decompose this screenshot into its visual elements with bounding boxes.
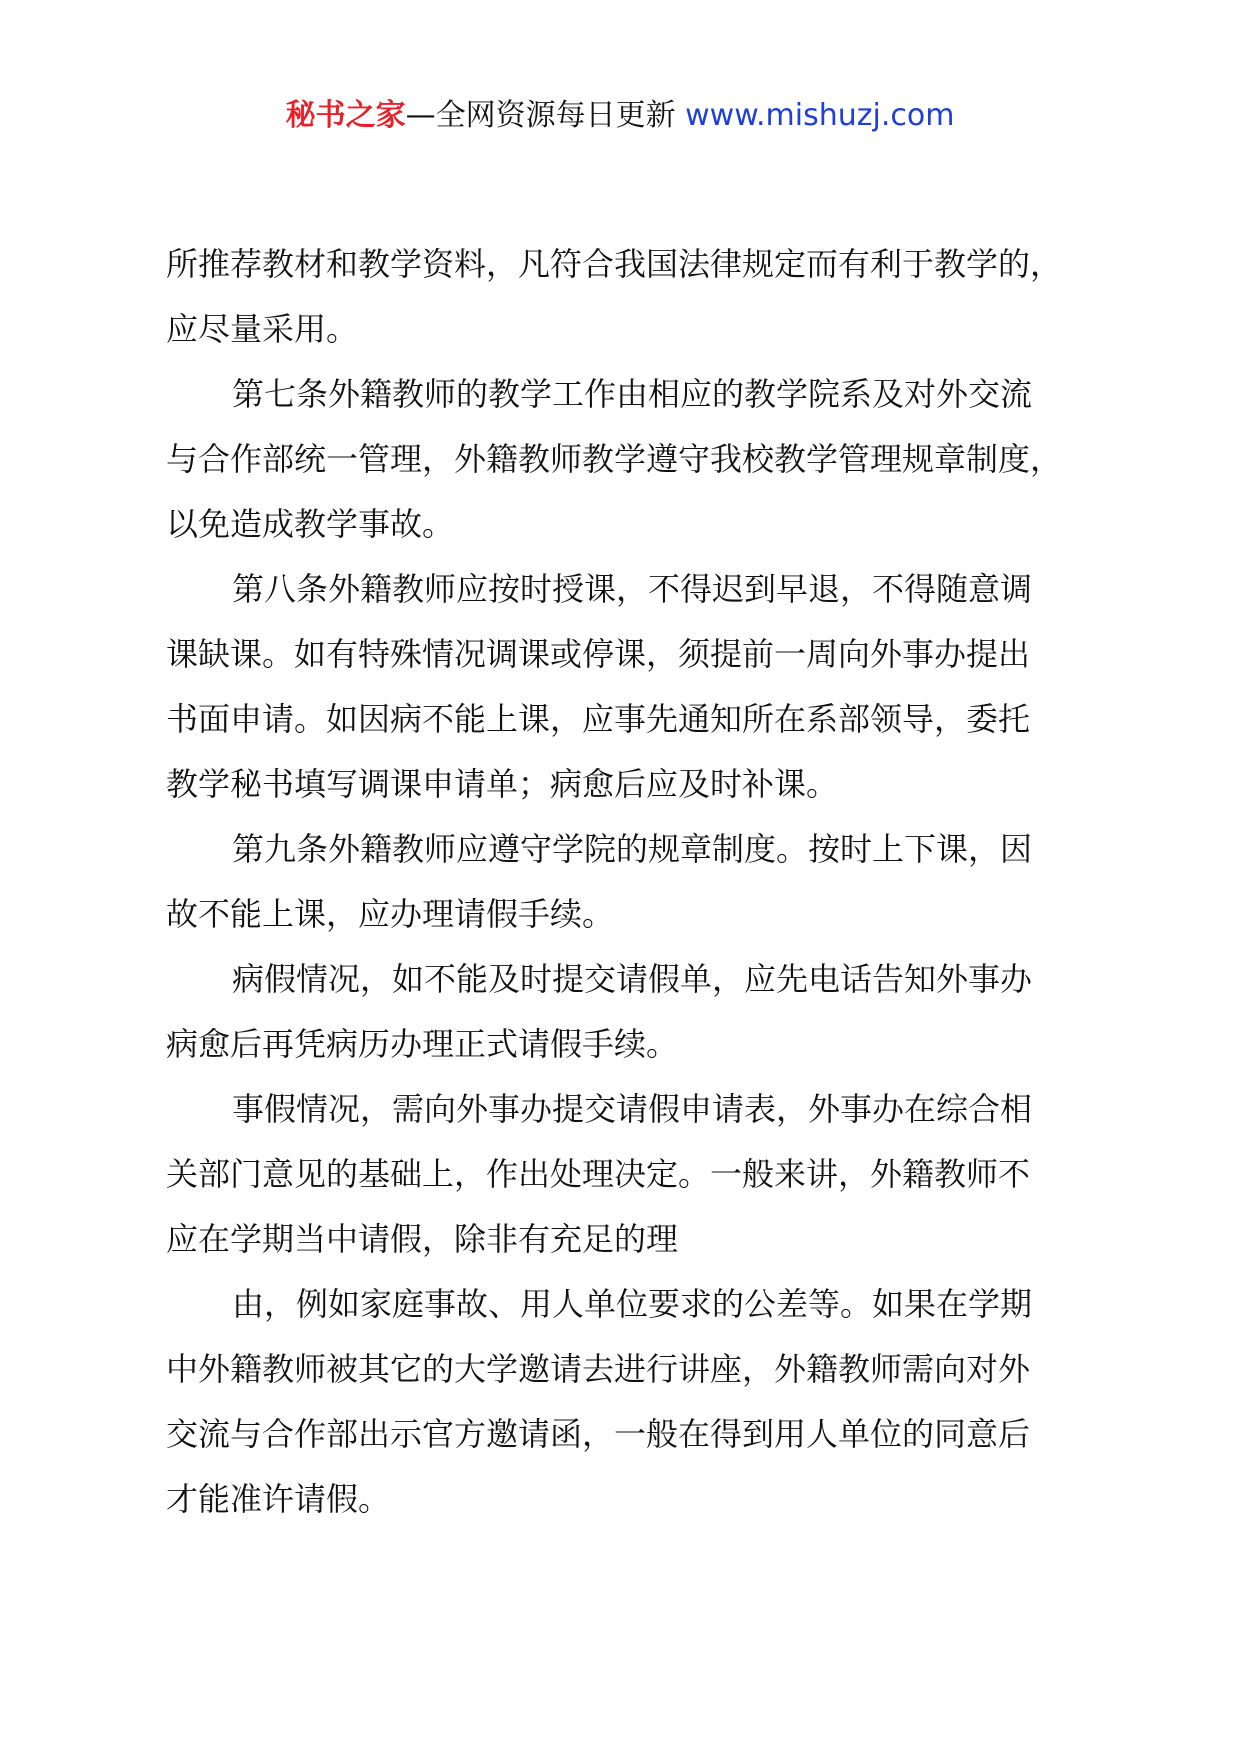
text-line: 课缺课。如有特殊情况调课或停课，须提前一周向外事办提出 xyxy=(166,635,1031,673)
text-line: 应尽量采用。 xyxy=(166,310,359,348)
text-line: 应在学期当中请假，除非有充足的理 xyxy=(166,1220,679,1258)
personal-leave-line: 事假情况，需向外事办提交请假申请表，外事办在综合相 xyxy=(232,1090,1033,1128)
sick-leave-line: 病假情况，如不能及时提交请假单，应先电话告知外事办 xyxy=(232,960,1033,998)
text-line: 病愈后再凭病历办理正式请假手续。 xyxy=(166,1025,679,1063)
text-line: 书面申请。如因病不能上课，应事先通知所在系部领导，委托 xyxy=(166,700,1031,738)
text-line: 教学秘书填写调课申请单；病愈后应及时补课。 xyxy=(166,765,839,803)
site-tagline: —全网资源每日更新 xyxy=(405,98,686,133)
text-line: 中外籍教师被其它的大学邀请去进行讲座，外籍教师需向对外 xyxy=(166,1350,1031,1388)
document-body xyxy=(166,232,1086,1532)
site-brand: 秘书之家 xyxy=(285,98,406,133)
text-line: 交流与合作部出示官方邀请函，一般在得到用人单位的同意后 xyxy=(166,1415,1031,1453)
article-7-line: 第七条外籍教师的教学工作由相应的教学院系及对外交流 xyxy=(232,375,1033,413)
text-line: 与合作部统一管理，外籍教师教学遵守我校教学管理规章制度， xyxy=(166,440,1063,478)
article-9-line: 第九条外籍教师应遵守学院的规章制度。按时上下课，因 xyxy=(232,830,1033,868)
text-line: 以免造成教学事故。 xyxy=(166,505,455,543)
text-line: 才能准许请假。 xyxy=(166,1480,391,1518)
page-header xyxy=(0,96,1240,136)
article-8-line: 第八条外籍教师应按时授课，不得迟到早退，不得随意调 xyxy=(232,570,1033,608)
text-line: 所推荐教材和教学资料，凡符合我国法律规定而有利于教学的， xyxy=(166,245,1063,283)
text-line: 故不能上课，应办理请假手续。 xyxy=(166,895,615,933)
site-url-link[interactable]: www.mishuzj.com xyxy=(685,98,955,133)
text-line: 由，例如家庭事故、用人单位要求的公差等。如果在学期 xyxy=(232,1285,1033,1323)
text-line: 关部门意见的基础上，作出处理决定。一般来讲，外籍教师不 xyxy=(166,1155,1031,1193)
